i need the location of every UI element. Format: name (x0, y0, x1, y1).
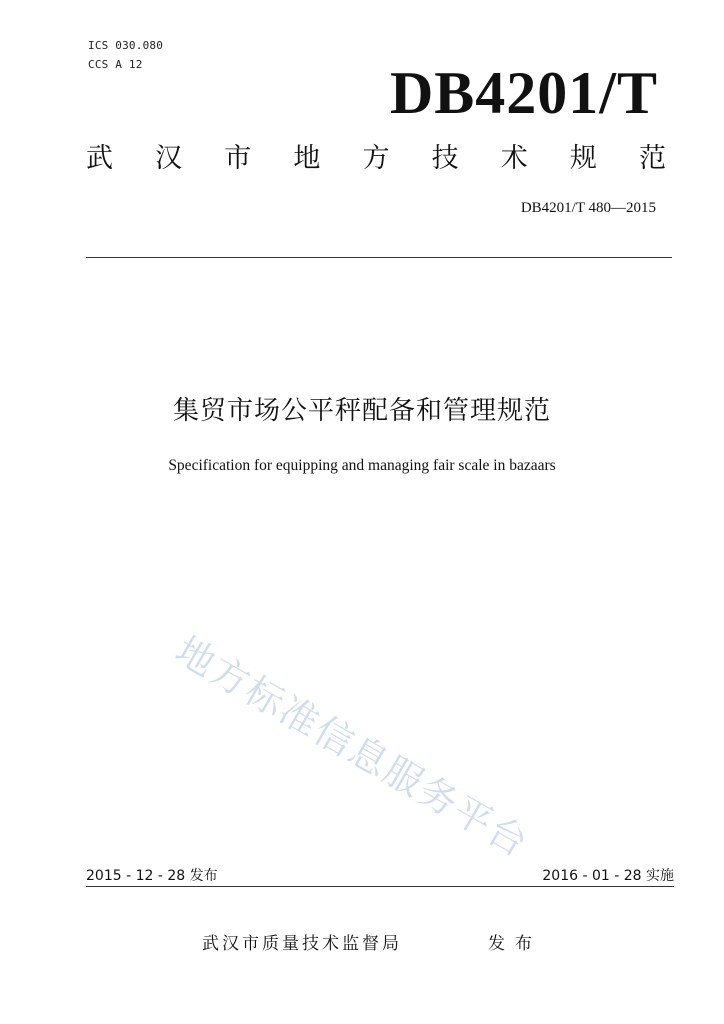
watermark: 地方标准信息服务平台 (168, 628, 537, 867)
standard-type-char: 市 (224, 143, 252, 174)
standard-type-char: 武 (86, 143, 113, 174)
issue-label: 发布 (488, 934, 542, 954)
header-divider (86, 257, 672, 258)
standard-code: DB4201/T (389, 60, 658, 126)
document-title-english: Specification for equipping and managing fair scale in bazaars (168, 457, 556, 474)
standard-type-char: 技 (431, 143, 459, 174)
document-title-chinese: 集贸市场公平秤配备和管理规范 (172, 396, 551, 426)
standard-type-char: 规 (569, 143, 597, 174)
issuing-authority: 武汉市质量技术监督局 (202, 934, 402, 954)
ics-code: ICS 030.080 (88, 39, 164, 52)
footer-divider (86, 886, 674, 887)
classification-codes (88, 36, 163, 74)
standard-type-char: 汉 (155, 143, 183, 174)
standard-type-char: 地 (293, 143, 321, 174)
standard-type-char: 范 (639, 143, 666, 174)
ccs-code: CCS A 12 (88, 58, 143, 71)
standard-number: DB4201/T 480—2015 (520, 200, 656, 216)
issue-date: 2015 - 12 - 28 发布 (86, 868, 218, 884)
standard-type-char: 方 (362, 143, 390, 174)
standard-type (86, 142, 666, 176)
standard-type-char: 术 (500, 143, 528, 174)
implementation-date: 2016 - 01 - 28 实施 (542, 868, 674, 884)
